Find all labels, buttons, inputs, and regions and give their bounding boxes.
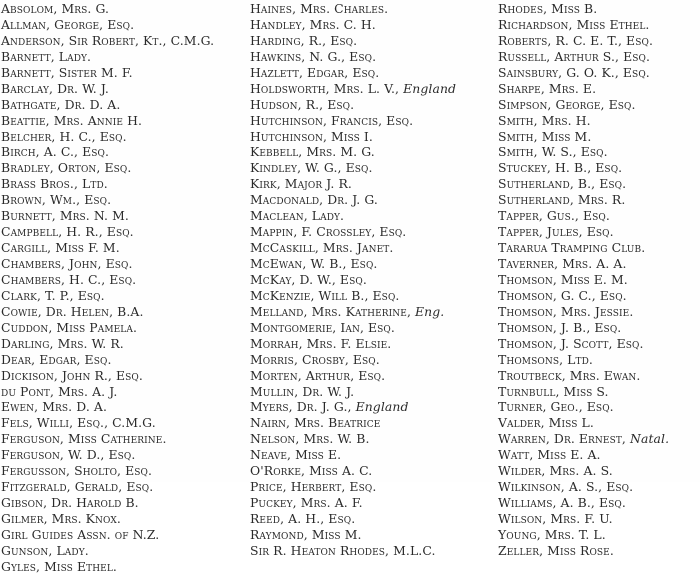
entry-name: Gilmer, Mrs. Knox. — [1, 511, 121, 526]
entry-name: Chambers, H. C., Esq. — [1, 271, 137, 287]
list-item — [250, 495, 496, 511]
list-item — [498, 97, 700, 113]
entry-name: Turnbull, Miss S. — [498, 383, 609, 399]
entry-name: Thomson, Mrs. Jessie. — [498, 303, 634, 319]
entry-name: Watt, Miss E. A. — [498, 447, 601, 463]
list-item — [250, 368, 496, 384]
list-item — [498, 144, 700, 160]
entry-name: Nairn, Mrs. Beatrice — [250, 415, 381, 431]
entry-name: McKenzie, Will B., Esq. — [250, 287, 400, 303]
entry-name: Clark, T. P., Esq. — [1, 287, 105, 303]
entry-name: Brass Bros., Ltd. — [1, 176, 108, 192]
list-item — [1, 320, 247, 336]
entry-name: Kebbell, Mrs. M. G. — [250, 144, 375, 160]
list-item — [498, 495, 700, 511]
list-item — [250, 447, 496, 463]
list-item — [498, 81, 700, 97]
list-item — [1, 304, 247, 320]
list-item — [498, 49, 700, 65]
entry-name: Smith, Mrs. H. — [498, 112, 591, 128]
entry-name: Cowie, Dr. Helen, B.A. — [1, 303, 144, 319]
list-item — [1, 447, 247, 463]
entry-name: Ferguson, Miss Catherine. — [1, 431, 167, 447]
entry-location-note: England — [355, 399, 409, 415]
list-item — [250, 1, 496, 17]
entry-name: McKay, D. W., Esq. — [250, 271, 367, 287]
list-item — [1, 272, 247, 288]
list-item — [498, 208, 700, 224]
entry-name: Holdsworth, Mrs. L. V., — [250, 80, 400, 96]
entry-name: Thomson, G. C., Esq. — [498, 287, 627, 303]
entry-name: Raymond, Miss M. — [250, 526, 362, 542]
entry-name: Birch, A. C., Esq. — [1, 144, 110, 160]
list-item — [498, 399, 700, 415]
list-item — [1, 527, 247, 543]
entry-name: Rhodes, Miss B. — [498, 1, 598, 16]
entry-name: O'Rorke, Miss A. C. — [250, 463, 373, 479]
list-item — [498, 543, 700, 559]
entry-name: Haines, Mrs. Charles. — [250, 1, 389, 16]
entry-name: Gyles, Miss Ethel. — [1, 558, 117, 574]
entry-name: Sainsbury, G. O. K., Esq. — [498, 64, 650, 80]
entry-name: Thomson, Miss E. M. — [498, 271, 628, 287]
entry-name: Ewen, Mrs. D. A. — [1, 399, 107, 415]
entry-name: Thomsons, Ltd. — [498, 351, 593, 367]
entry-name: Bradley, Orton, Esq. — [1, 160, 132, 176]
list-item — [250, 352, 496, 368]
list-item — [498, 129, 700, 145]
list-item — [498, 272, 700, 288]
list-item — [498, 176, 700, 192]
entry-name: Hazlett, Edgar, Esq. — [250, 64, 380, 80]
list-item — [1, 463, 247, 479]
list-item — [250, 144, 496, 160]
list-item — [1, 176, 247, 192]
entry-name: Simpson, George, Esq. — [498, 96, 636, 112]
entry-name: Beattie, Mrs. Annie H. — [1, 112, 143, 128]
list-item — [498, 33, 700, 49]
list-item — [250, 49, 496, 65]
list-item — [250, 97, 496, 113]
list-item — [498, 65, 700, 81]
list-item — [250, 208, 496, 224]
entry-name: Neave, Miss E. — [250, 447, 342, 463]
entry-name: Hutchinson, Miss I. — [250, 128, 373, 144]
entry-name: Morris, Crosby, Esq. — [250, 351, 380, 367]
entry-name: Thomson, J. B., Esq. — [498, 319, 622, 335]
list-item — [498, 113, 700, 129]
entry-name: Dickison, John R., Esq. — [1, 367, 143, 383]
entry-name: Barnett, Lady. — [1, 48, 92, 64]
list-item — [1, 368, 247, 384]
entry-name: Cuddon, Miss Pamela. — [1, 319, 138, 335]
list-item — [1, 49, 247, 65]
entry-name: Girl Guides Assn. of N.Z. — [1, 526, 160, 542]
list-item — [498, 511, 700, 527]
list-item — [498, 240, 700, 256]
entry-name: Wilkinson, A. S., Esq. — [498, 479, 634, 495]
list-item — [250, 320, 496, 336]
list-item — [498, 447, 700, 463]
list-item — [250, 431, 496, 447]
entry-name: Barclay, Dr. W. J. — [1, 80, 109, 96]
entry-name: Dear, Edgar, Esq. — [1, 351, 112, 367]
list-item — [498, 352, 700, 368]
entry-name: Smith, W. S., Esq. — [498, 144, 608, 160]
list-item — [250, 415, 496, 431]
entry-name: Gibson, Dr. Harold B. — [1, 495, 139, 511]
entry-name: Melland, Mrs. Katherine, — [250, 303, 411, 319]
entry-name: Morten, Arthur, Esq. — [250, 367, 386, 383]
entry-name: Myers, Dr. J. G., — [250, 399, 352, 415]
list-item — [498, 1, 700, 17]
entry-name: Macdonald, Dr. J. G. — [250, 192, 378, 208]
entry-name: Cargill, Miss F. M. — [1, 240, 120, 256]
list-item — [498, 415, 700, 431]
entry-name: Wilson, Mrs. F. U. — [498, 511, 613, 526]
entry-name: Richardson, Miss Ethel. — [498, 16, 650, 32]
entry-name: Fitzgerald, Gerald, Esq. — [1, 479, 154, 495]
entry-name: Tapper, Gus., Esq. — [498, 208, 610, 224]
entry-name: Handley, Mrs. C. H. — [250, 16, 376, 32]
name-column-2 — [250, 1, 496, 559]
list-item — [1, 192, 247, 208]
entry-name: Roberts, R. C. E. T., Esq. — [498, 32, 653, 48]
list-item — [498, 288, 700, 304]
list-item — [250, 113, 496, 129]
entry-name: Harding, R., Esq. — [250, 32, 358, 48]
list-item — [250, 17, 496, 33]
entry-name: Bathgate, Dr. D. A. — [1, 96, 121, 112]
list-item — [250, 288, 496, 304]
entry-name: Chambers, John, Esq. — [1, 256, 133, 271]
entry-name: Stuckey, H. B., Esq. — [498, 160, 623, 176]
list-item — [1, 224, 247, 240]
entry-name: McCaskill, Mrs. Janet. — [250, 240, 394, 256]
list-item — [498, 304, 700, 320]
entry-name: Morrah, Mrs. F. Elsie. — [250, 335, 392, 351]
entry-location-note: England — [403, 80, 457, 96]
entry-name: Anderson, Sir Robert, Kt., C.M.G. — [1, 32, 215, 48]
list-item — [250, 256, 496, 272]
list-item — [498, 192, 700, 208]
entry-name: Nelson, Mrs. W. B. — [250, 431, 370, 447]
name-column-3 — [498, 1, 700, 559]
list-item — [1, 144, 247, 160]
list-item — [1, 399, 247, 415]
entry-name: Sir R. Heaton Rhodes, M.L.C. — [250, 542, 436, 558]
entry-name: Kindley, W. G., Esq. — [250, 160, 373, 176]
list-item — [1, 559, 247, 575]
entry-name: Williams, A. B., Esq. — [498, 495, 626, 511]
entry-name: Price, Herbert, Esq. — [250, 479, 377, 495]
list-item — [250, 192, 496, 208]
list-item — [1, 352, 247, 368]
entry-name: Warren, Dr. Ernest, — [498, 431, 626, 447]
entry-name: Wilder, Mrs. A. S. — [498, 463, 613, 479]
entry-name: Hudson, R., Esq. — [250, 96, 355, 112]
entry-name: Darling, Mrs. W. R. — [1, 335, 124, 351]
list-item — [1, 495, 247, 511]
list-item — [250, 511, 496, 527]
list-item — [498, 384, 700, 400]
entry-name: Fels, Willi, Esq., C.M.G. — [1, 415, 156, 431]
list-item — [1, 240, 247, 256]
entry-name: Maclean, Lady. — [250, 208, 345, 224]
list-item — [498, 368, 700, 384]
entry-name: Belcher, H. C., Esq. — [1, 128, 127, 144]
list-item — [498, 431, 700, 447]
entry-name: Puckey, Mrs. A. F. — [250, 495, 363, 511]
entry-name: Barnett, Sister M. F. — [1, 64, 133, 80]
entry-name: Smith, Miss M. — [498, 128, 592, 144]
list-item — [250, 272, 496, 288]
entry-name: Fergusson, Sholto, Esq. — [1, 463, 153, 479]
list-item — [1, 511, 247, 527]
entry-name: Taverner, Mrs. A. A. — [498, 256, 627, 271]
entry-name: Mappin, F. Crossley, Esq. — [250, 224, 407, 240]
list-item — [498, 224, 700, 240]
list-item — [250, 160, 496, 176]
list-item — [250, 463, 496, 479]
entry-name: Brown, Wm., Esq. — [1, 192, 112, 208]
list-item — [1, 17, 247, 33]
list-item — [1, 384, 247, 400]
list-item — [1, 160, 247, 176]
entry-name: Russell, Arthur S., Esq. — [498, 48, 650, 64]
entry-name: Young, Mrs. T. L. — [498, 526, 606, 542]
list-item — [250, 336, 496, 352]
list-item — [1, 65, 247, 81]
entry-name: Sutherland, Mrs. R. — [498, 192, 626, 208]
list-item — [498, 336, 700, 352]
entry-name: Thomson, J. Scott, Esq. — [498, 335, 644, 351]
list-item — [1, 336, 247, 352]
entry-location-note: Natal. — [630, 431, 670, 447]
entry-name: McEwan, W. B., Esq. — [250, 256, 378, 271]
list-item — [250, 176, 496, 192]
list-item — [250, 543, 496, 559]
entry-name: Valder, Miss L. — [498, 415, 594, 431]
entry-name: Troutbeck, Mrs. Ewan. — [498, 367, 641, 383]
list-item — [250, 304, 496, 320]
entry-name: Zeller, Miss Rose. — [498, 542, 614, 558]
list-item — [250, 65, 496, 81]
list-item — [1, 208, 247, 224]
list-item — [498, 160, 700, 176]
entry-name: Hutchinson, Francis, Esq. — [250, 112, 414, 128]
list-item — [1, 1, 247, 17]
name-column-1 — [1, 1, 247, 575]
list-item — [250, 384, 496, 400]
list-item — [250, 240, 496, 256]
list-item — [1, 256, 247, 272]
entry-name: Sharpe, Mrs. E. — [498, 80, 597, 96]
list-item — [1, 415, 247, 431]
list-item — [498, 463, 700, 479]
list-item — [498, 527, 700, 543]
list-item — [1, 129, 247, 145]
entry-name: Turner, Geo., Esq. — [498, 399, 614, 415]
list-item — [1, 431, 247, 447]
list-item — [1, 33, 247, 49]
entry-name: Hawkins, N. G., Esq. — [250, 48, 377, 64]
entry-name: Campbell, H. R., Esq. — [1, 224, 134, 240]
entry-name: Mullin, Dr. W. J. — [250, 383, 355, 399]
list-item — [250, 399, 496, 415]
list-item — [1, 113, 247, 129]
list-item — [1, 288, 247, 304]
entry-name: Tapper, Jules, Esq. — [498, 224, 614, 240]
list-item — [1, 81, 247, 97]
entry-name: Absolom, Mrs. G. — [1, 1, 110, 16]
entry-name: Reed, A. H., Esq. — [250, 511, 356, 526]
entry-name: Montgomerie, Ian, Esq. — [250, 319, 395, 335]
list-item — [498, 256, 700, 272]
entry-name: Kirk, Major J. R. — [250, 176, 352, 192]
list-item — [250, 224, 496, 240]
list-item — [250, 33, 496, 49]
entry-name: Ferguson, W. D., Esq. — [1, 447, 136, 463]
entry-name: Tararua Tramping Club. — [498, 240, 646, 256]
list-item — [498, 320, 700, 336]
entry-name: Gunson, Lady. — [1, 542, 89, 558]
entry-name: Sutherland, B., Esq. — [498, 176, 627, 192]
list-item — [250, 129, 496, 145]
entry-name: Allman, George, Esq. — [1, 16, 135, 32]
list-item — [250, 527, 496, 543]
entry-name: Burnett, Mrs. N. M. — [1, 208, 129, 224]
list-item — [498, 17, 700, 33]
list-item — [250, 81, 496, 97]
list-item — [1, 543, 247, 559]
entry-name: du Pont, Mrs. A. J. — [1, 383, 118, 399]
entry-location-note: Eng. — [415, 303, 445, 319]
list-item — [1, 97, 247, 113]
